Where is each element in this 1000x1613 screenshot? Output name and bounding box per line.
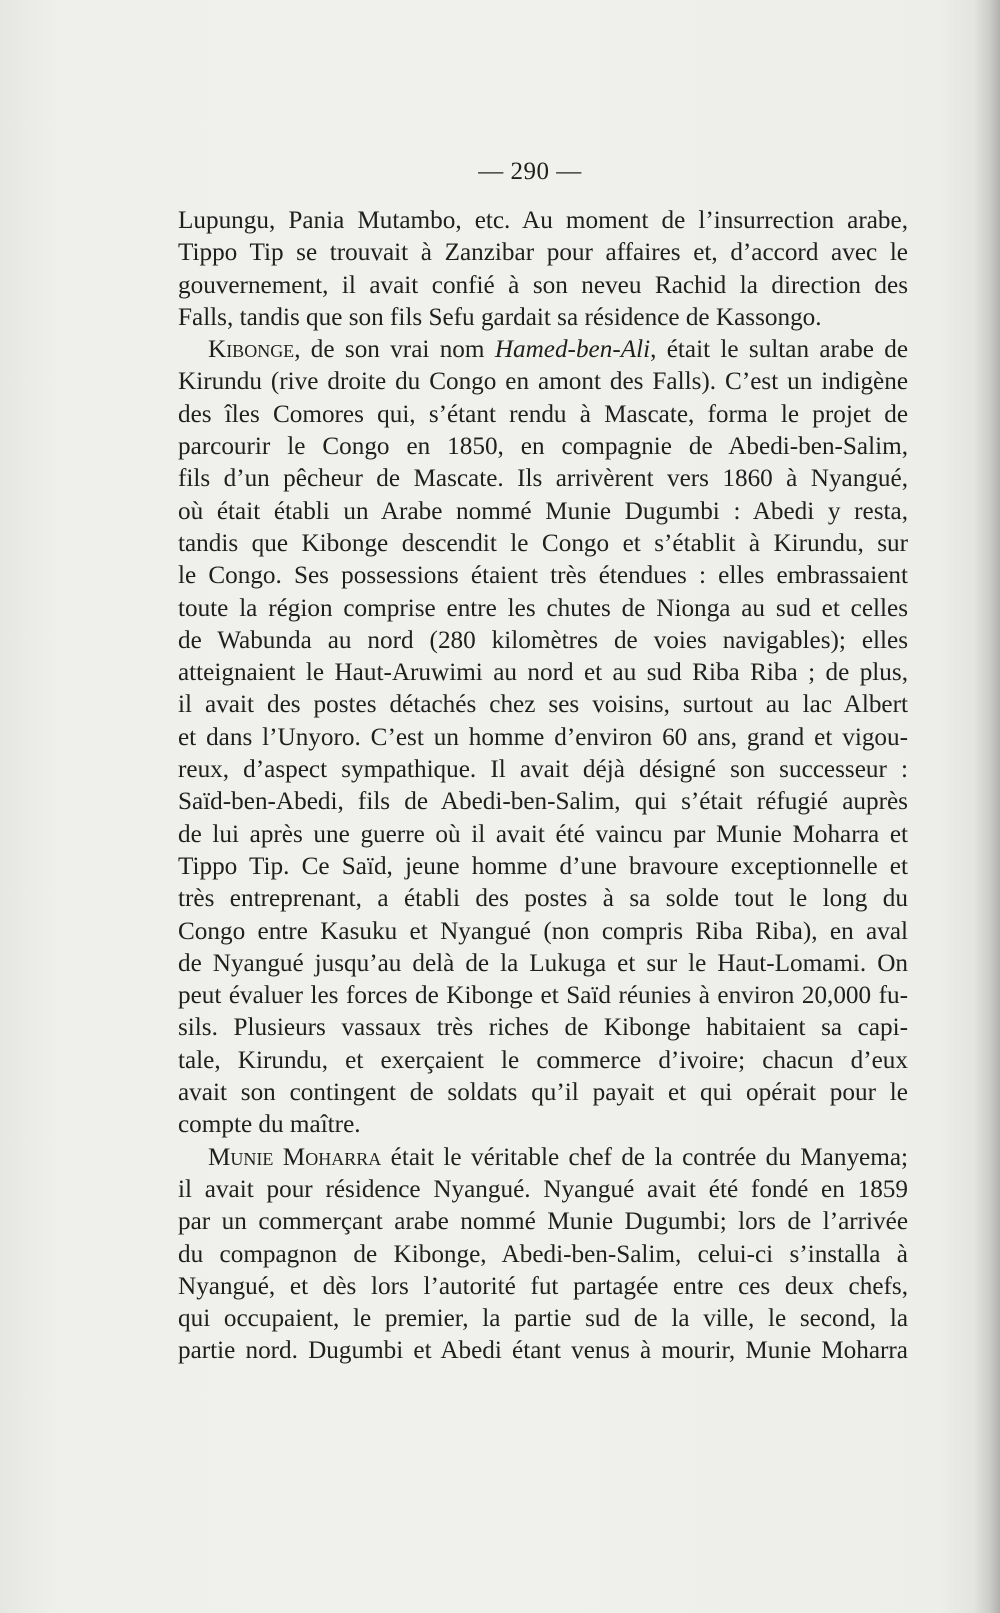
text-line: tale, Kirundu, et exerçaient le commerce d’ivoire; chacun d’eux xyxy=(178,1046,908,1074)
text-line: de lui après une guerre où il avait été vaincu par Munie Moharra et xyxy=(178,820,908,848)
text-line: très entreprenant, a établi des postes à sa solde tout le long du xyxy=(178,885,908,913)
text-line: partie nord. Dugumbi et Abedi étant venus à mourir, Munie Moharra xyxy=(178,1337,908,1365)
text-line: des îles Comores qui, s’étant rendu à Mascate, forma le projet de xyxy=(178,400,908,428)
text-line: il avait pour résidence Nyangué. Nyangué avait été fondé en 1859 xyxy=(178,1175,908,1203)
text-line xyxy=(178,1142,908,1174)
text-line: peut évaluer les forces de Kibonge et Saïd réunies à environ 20,000 fu- xyxy=(178,982,908,1010)
text-line: tandis que Kibonge descendit le Congo et s’établit à Kirundu, sur xyxy=(178,529,908,557)
text-line: avait son contingent de soldats qu’il payait et qui opérait pour le xyxy=(178,1079,908,1107)
text-line: de Nyangué jusqu’au delà de la Lukuga et sur le Haut-Lomami. On xyxy=(178,949,908,977)
text-line: reux, d’aspect sympathique. Il avait déjà désigné son successeur : xyxy=(178,756,908,784)
text-line: Tippo Tip. Ce Saïd, jeune homme d’une bravoure exceptionnelle et xyxy=(178,852,908,880)
text-line: et dans l’Unyoro. C’est un homme d’environ 60 ans, grand et vigou- xyxy=(178,723,908,751)
name-small-caps: Kibonge xyxy=(208,336,295,364)
text-line: Lupungu, Pania Mutambo, etc. Au moment de l’insurrection arabe, xyxy=(178,207,908,234)
text-line: où était établi un Arabe nommé Munie Dugumbi : Abedi y resta, xyxy=(178,497,908,525)
name-italic: Hamed-ben-Ali xyxy=(494,336,651,364)
body-text xyxy=(178,205,908,1368)
text-line: atteignaient le Haut-Aruwimi au nord et au sud Riba Riba ; de plus, xyxy=(178,659,908,687)
text-line: de Wabunda au nord (280 kilomètres de voies navigables); elles xyxy=(178,626,908,654)
text-segment: , était le sultan arabe de xyxy=(650,336,908,364)
text-line xyxy=(178,334,908,366)
text-line: parcourir le Congo en 1850, en compagnie de Abedi-ben-Salim, xyxy=(178,433,908,461)
page-number: — 290 — xyxy=(478,158,582,185)
text-segment: , de son vrai nom xyxy=(294,336,495,364)
text-line: Saïd-ben-Abedi, fils de Abedi-ben-Salim, qui s’était réfugié auprès xyxy=(178,788,908,816)
name-small-caps: Munie Moharra xyxy=(208,1143,382,1171)
text-line: qui occupaient, le premier, la partie sud de la ville, le second, la xyxy=(178,1305,908,1333)
text-line: fils d’un pêcheur de Mascate. Ils arrivèrent vers 1860 à Nyangué, xyxy=(178,465,908,493)
text-line: il avait des postes détachés chez ses voisins, surtout au lac Albert xyxy=(178,691,908,719)
text-line: Congo entre Kasuku et Nyangué (non compris Riba Riba), en aval xyxy=(178,917,908,945)
text-line: Kirundu (rive droite du Congo en amont des Falls). C’est un indigène xyxy=(178,368,908,396)
text-line: du compagnon de Kibonge, Abedi-ben-Salim, celui-ci s’installa à xyxy=(178,1240,908,1268)
text-line: gouvernement, il avait confié à son neveu Rachid la direction des xyxy=(178,271,908,299)
page-edge-shadow xyxy=(974,0,1000,1613)
text-segment: était le véritable chef de la contrée du Manyema; xyxy=(381,1143,908,1171)
text-line: Nyangué, et dès lors l’autorité fut partagée entre ces deux chefs, xyxy=(178,1272,908,1300)
text-line: compte du maître. xyxy=(178,1111,361,1139)
text-line: par un commerçant arabe nommé Munie Dugumbi; lors de l’arrivée xyxy=(178,1208,908,1236)
text-line: sils. Plusieurs vassaux très riches de Kibonge habitaient sa capi- xyxy=(178,1014,908,1042)
text-line: Falls, tandis que son fils Sefu gardait sa résidence de Kassongo. xyxy=(178,303,822,331)
text-line: Tippo Tip se trouvait à Zanzibar pour affaires et, d’accord avec le xyxy=(178,239,908,267)
text-line: toute la région comprise entre les chutes de Nionga au sud et celles xyxy=(178,594,908,622)
text-line: le Congo. Ses possessions étaient très étendues : elles embrassaient xyxy=(178,562,908,590)
